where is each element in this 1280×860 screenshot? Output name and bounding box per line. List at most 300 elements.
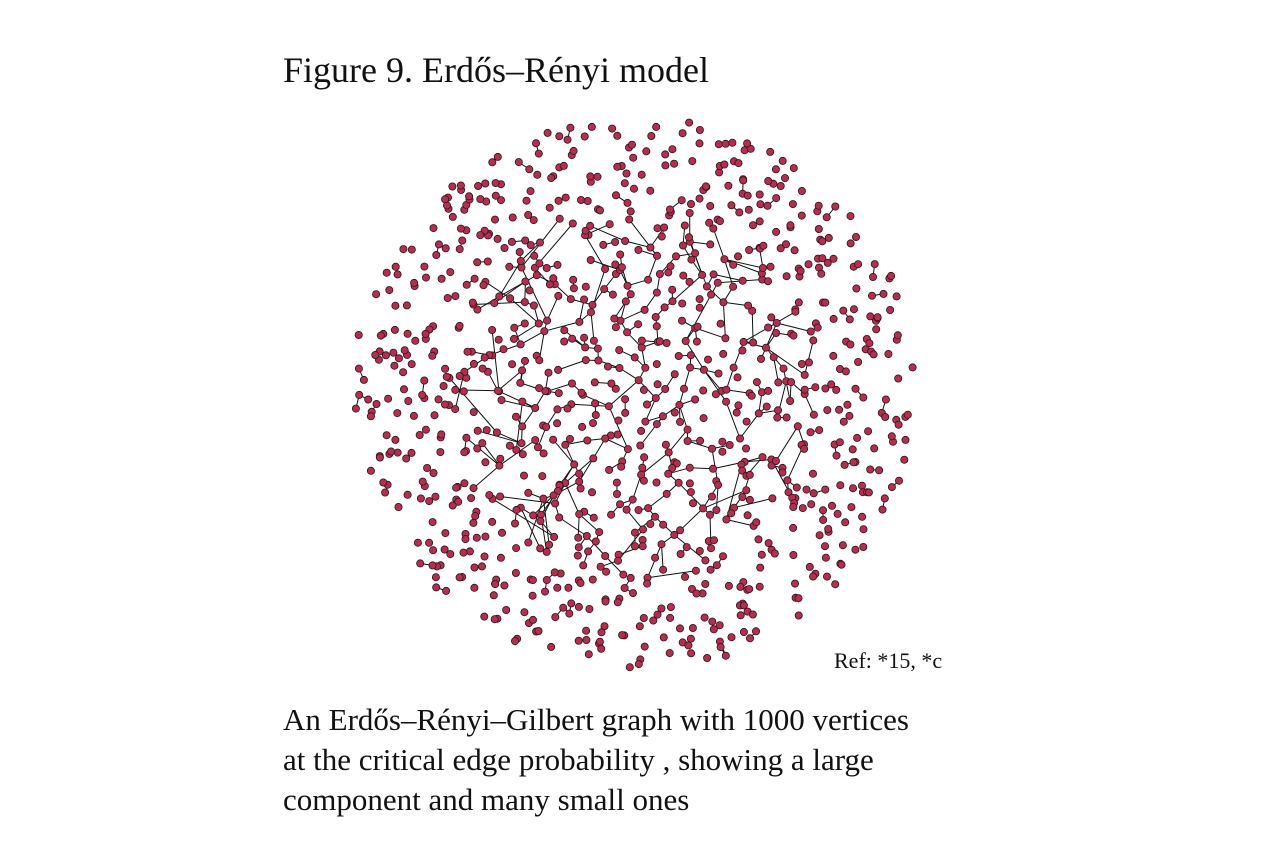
graph-vertex xyxy=(373,291,380,298)
graph-vertex xyxy=(699,271,706,278)
graph-vertex xyxy=(696,547,703,554)
graph-vertex xyxy=(708,445,715,452)
graph-vertex xyxy=(768,314,775,321)
graph-vertex xyxy=(536,260,543,267)
graph-vertex xyxy=(680,272,687,279)
graph-vertex xyxy=(529,616,536,623)
graph-vertex xyxy=(663,339,670,346)
graph-vertex xyxy=(612,261,619,268)
graph-vertex xyxy=(734,374,741,381)
graph-vertex xyxy=(491,216,498,223)
graph-edge xyxy=(579,458,593,481)
graph-vertex xyxy=(426,498,433,505)
graph-vertex xyxy=(419,391,426,398)
graph-vertex xyxy=(404,491,411,498)
graph-edge xyxy=(740,413,759,438)
figure-caption xyxy=(283,700,1003,820)
graph-vertex xyxy=(740,338,747,345)
graph-vertex xyxy=(615,417,622,424)
graph-vertex xyxy=(893,293,900,300)
graph-vertex xyxy=(647,187,654,194)
graph-vertex xyxy=(850,306,857,313)
graph-vertex xyxy=(722,140,729,147)
graph-vertex xyxy=(395,503,402,510)
graph-vertex xyxy=(382,352,389,359)
graph-vertex xyxy=(743,487,750,494)
graph-vertex xyxy=(592,400,599,407)
graph-vertex xyxy=(842,519,849,526)
graph-vertex xyxy=(616,501,623,508)
graph-vertex xyxy=(589,301,596,308)
graph-vertex xyxy=(612,238,619,245)
graph-vertex xyxy=(614,163,621,170)
graph-vertex xyxy=(765,324,772,331)
graph-vertex xyxy=(882,396,889,403)
graph-vertex xyxy=(713,562,720,569)
graph-vertex xyxy=(687,352,694,359)
graph-vertex xyxy=(529,592,536,599)
graph-vertex xyxy=(521,320,528,327)
graph-vertex xyxy=(656,270,663,277)
graph-vertex xyxy=(642,364,649,371)
graph-vertex xyxy=(825,234,832,241)
graph-vertex xyxy=(605,403,612,410)
graph-vertex xyxy=(421,377,428,384)
graph-vertex xyxy=(570,285,577,292)
graph-vertex xyxy=(576,318,583,325)
graph-vertex xyxy=(561,338,568,345)
graph-vertex xyxy=(635,246,642,253)
graph-vertex xyxy=(511,520,518,527)
graph-vertex xyxy=(411,279,418,286)
graph-vertex xyxy=(745,206,752,213)
graph-vertex xyxy=(852,233,859,240)
graph-vertex xyxy=(638,344,645,351)
graph-vertex xyxy=(686,464,693,471)
graph-vertex xyxy=(430,469,437,476)
graph-vertex xyxy=(709,465,716,472)
graph-vertex xyxy=(613,479,620,486)
graph-vertex xyxy=(685,234,692,241)
graph-vertex xyxy=(860,526,867,533)
graph-vertex xyxy=(386,287,393,294)
graph-vertex xyxy=(430,547,437,554)
graph-vertex xyxy=(373,400,380,407)
graph-vertex xyxy=(592,538,599,545)
graph-vertex xyxy=(456,574,463,581)
graph-vertex xyxy=(687,200,694,207)
graph-vertex xyxy=(739,493,746,500)
graph-vertex xyxy=(513,545,520,552)
graph-edge xyxy=(726,520,753,526)
graph-vertex xyxy=(461,449,468,456)
graph-vertex xyxy=(568,380,575,387)
graph-vertex xyxy=(676,625,683,632)
graph-vertex xyxy=(822,299,829,306)
graph-vertex xyxy=(570,147,577,154)
graph-vertex xyxy=(728,202,735,209)
graph-vertex xyxy=(810,573,817,580)
graph-vertex xyxy=(468,495,475,502)
graph-vertex xyxy=(400,386,407,393)
graph-vertex xyxy=(723,398,730,405)
graph-vertex xyxy=(700,387,707,394)
graph-vertex xyxy=(543,264,550,271)
graph-vertex xyxy=(477,232,484,239)
caption-line: at the critical edge probability , showing a large xyxy=(283,742,874,777)
graph-vertex xyxy=(586,605,593,612)
graph-vertex xyxy=(545,369,552,376)
graph-vertex xyxy=(842,368,849,375)
graph-vertex xyxy=(708,291,715,298)
graph-edge xyxy=(713,229,724,260)
graph-vertex xyxy=(730,261,737,268)
graph-vertex xyxy=(814,324,821,331)
graph-vertex xyxy=(478,563,485,570)
graph-vertex xyxy=(449,213,456,220)
graph-vertex xyxy=(729,139,736,146)
graph-vertex xyxy=(561,327,568,334)
graph-vertex xyxy=(702,580,709,587)
graph-vertex xyxy=(773,195,780,202)
graph-vertex xyxy=(833,386,840,393)
graph-vertex xyxy=(770,354,777,361)
graph-vertex xyxy=(849,485,856,492)
graph-vertex xyxy=(422,426,429,433)
graph-vertex xyxy=(739,347,746,354)
graph-vertex xyxy=(779,157,786,164)
graph-vertex xyxy=(421,263,428,270)
graph-vertex xyxy=(661,224,668,231)
graph-vertex xyxy=(653,421,660,428)
graph-vertex xyxy=(567,124,574,131)
graph-vertex xyxy=(681,573,688,580)
graph-vertex xyxy=(904,411,911,418)
graph-vertex xyxy=(550,275,557,282)
graph-vertex xyxy=(807,328,814,335)
graph-vertex xyxy=(772,166,779,173)
graph-vertex xyxy=(819,255,826,262)
graph-vertex xyxy=(587,309,594,316)
graph-vertex xyxy=(723,386,730,393)
graph-vertex xyxy=(452,293,459,300)
graph-vertex xyxy=(815,225,822,232)
graph-vertex xyxy=(852,385,859,392)
graph-vertex xyxy=(820,516,827,523)
graph-vertex xyxy=(525,539,532,546)
graph-vertex xyxy=(546,204,553,211)
graph-vertex xyxy=(517,379,524,386)
graph-vertex xyxy=(583,532,590,539)
graph-vertex xyxy=(519,398,526,405)
graph-vertex xyxy=(793,484,800,491)
graph-vertex xyxy=(555,366,562,373)
graph-vertex xyxy=(382,489,389,496)
graph-vertex xyxy=(614,132,621,139)
graph-vertex xyxy=(643,148,650,155)
graph-vertex xyxy=(736,209,743,216)
graph-vertex xyxy=(511,324,518,331)
graph-vertex xyxy=(602,552,609,559)
graph-vertex xyxy=(742,445,749,452)
graph-vertex xyxy=(870,351,877,358)
graph-vertex xyxy=(594,345,601,352)
graph-vertex xyxy=(667,614,674,621)
graph-vertex xyxy=(474,427,481,434)
graph-vertex xyxy=(582,283,589,290)
graph-vertex xyxy=(456,246,463,253)
graph-vertex xyxy=(391,362,398,369)
graph-vertex xyxy=(377,332,384,339)
graph-vertex xyxy=(592,411,599,418)
graph-vertex xyxy=(744,140,751,147)
graph-vertex xyxy=(612,324,619,331)
graph-vertex xyxy=(556,215,563,222)
graph-vertex xyxy=(653,289,660,296)
graph-vertex xyxy=(825,525,832,532)
graph-vertex xyxy=(470,409,477,416)
graph-vertex xyxy=(631,543,638,550)
graph-vertex xyxy=(638,337,645,344)
graph-vertex xyxy=(582,357,589,364)
graph-vertex xyxy=(790,503,797,510)
graph-vertex xyxy=(521,299,528,306)
graph-vertex xyxy=(752,628,759,635)
graph-vertex xyxy=(730,364,737,371)
graph-vertex xyxy=(581,296,588,303)
graph-vertex xyxy=(355,331,362,338)
graph-vertex xyxy=(728,510,735,517)
graph-vertex xyxy=(803,486,810,493)
graph-vertex xyxy=(798,187,805,194)
graph-vertex xyxy=(740,628,747,635)
graph-vertex xyxy=(801,371,808,378)
graph-vertex xyxy=(652,554,659,561)
graph-vertex xyxy=(550,492,557,499)
graph-vertex xyxy=(588,123,595,130)
graph-vertex xyxy=(551,533,558,540)
graph-vertex xyxy=(584,197,591,204)
graph-vertex xyxy=(696,296,703,303)
graph-vertex xyxy=(819,238,826,245)
graph-vertex xyxy=(482,533,489,540)
graph-vertex xyxy=(388,448,395,455)
graph-vertex xyxy=(858,482,865,489)
graph-vertex xyxy=(517,341,524,348)
graph-vertex xyxy=(555,197,562,204)
graph-vertex xyxy=(697,437,704,444)
graph-vertex xyxy=(902,436,909,443)
graph-vertex xyxy=(367,467,374,474)
graph-vertex xyxy=(719,438,726,445)
graph-vertex xyxy=(669,298,676,305)
graph-vertex xyxy=(629,590,636,597)
graph-vertex xyxy=(394,449,401,456)
graph-vertex xyxy=(849,446,856,453)
graph-vertex xyxy=(855,261,862,268)
graph-vertex xyxy=(694,323,701,330)
graph-vertex xyxy=(475,182,482,189)
graph-vertex xyxy=(489,518,496,525)
graph-vertex xyxy=(783,414,790,421)
graph-vertex xyxy=(516,248,523,255)
graph-vertex xyxy=(860,394,867,401)
graph-vertex xyxy=(449,502,456,509)
graph-vertex xyxy=(746,635,753,642)
graph-vertex xyxy=(662,441,669,448)
graph-vertex xyxy=(834,510,841,517)
graph-vertex xyxy=(824,407,831,414)
graph-vertex xyxy=(659,413,666,420)
graph-vertex xyxy=(474,445,481,452)
graph-vertex xyxy=(662,162,669,169)
graph-vertex xyxy=(513,446,520,453)
graph-vertex xyxy=(746,586,753,593)
graph-vertex xyxy=(443,587,450,594)
graph-vertex xyxy=(794,423,801,430)
graph-vertex xyxy=(408,246,415,253)
graph-vertex xyxy=(641,454,648,461)
graph-vertex xyxy=(740,177,747,184)
graph-vertex xyxy=(715,141,722,148)
graph-vertex xyxy=(585,548,592,555)
graph-vertex xyxy=(383,432,390,439)
graph-vertex xyxy=(432,574,439,581)
graph-vertex xyxy=(492,180,499,187)
graph-vertex xyxy=(735,160,742,167)
graph-vertex xyxy=(630,185,637,192)
graph-vertex xyxy=(654,381,661,388)
graph-vertex xyxy=(859,513,866,520)
graph-vertex xyxy=(765,177,772,184)
graph-vertex xyxy=(579,423,586,430)
graph-vertex xyxy=(491,300,498,307)
graph-vertex xyxy=(489,326,496,333)
graph-vertex xyxy=(708,493,715,500)
graph-vertex xyxy=(437,449,444,456)
graph-vertex xyxy=(653,361,660,368)
graph-vertex xyxy=(614,431,621,438)
graph-vertex xyxy=(685,642,692,649)
graph-vertex xyxy=(823,214,830,221)
graph-vertex xyxy=(432,493,439,500)
graph-vertex xyxy=(688,650,695,657)
graph-vertex xyxy=(521,357,528,364)
graph-vertex xyxy=(799,505,806,512)
graph-vertex xyxy=(703,283,710,290)
graph-vertex xyxy=(565,584,572,591)
graph-vertex xyxy=(798,360,805,367)
graph-vertex xyxy=(895,375,902,382)
graph-vertex xyxy=(782,241,789,248)
graph-vertex xyxy=(679,130,686,137)
graph-vertex xyxy=(865,489,872,496)
graph-vertex xyxy=(639,526,646,533)
graph-vertex xyxy=(471,584,478,591)
graph-vertex xyxy=(660,521,667,528)
graph-vertex xyxy=(539,473,546,480)
graph-vertex xyxy=(784,477,791,484)
graph-vertex xyxy=(457,182,464,189)
graph-vertex xyxy=(438,275,445,282)
graph-vertex xyxy=(609,291,616,298)
graph-vertex xyxy=(583,636,590,643)
graph-vertex xyxy=(722,652,729,659)
graph-vertex xyxy=(497,455,504,462)
graph-vertex xyxy=(795,612,802,619)
graph-vertex xyxy=(590,337,597,344)
graph-vertex xyxy=(470,519,477,526)
graph-vertex xyxy=(639,543,646,550)
graph-vertex xyxy=(631,354,638,361)
graph-vertex xyxy=(484,258,491,265)
graph-vertex xyxy=(837,482,844,489)
graph-vertex xyxy=(652,313,659,320)
graph-vertex xyxy=(816,532,823,539)
graph-vertex xyxy=(495,336,502,343)
graph-vertex xyxy=(480,282,487,289)
graph-vertex xyxy=(636,623,643,630)
graph-vertex xyxy=(414,539,421,546)
graph-vertex xyxy=(815,202,822,209)
graph-vertex xyxy=(696,140,703,147)
graph-vertex xyxy=(533,272,540,279)
graph-vertex xyxy=(885,350,892,357)
graph-vertex xyxy=(392,302,399,309)
graph-vertex xyxy=(716,218,723,225)
graph-vertex xyxy=(667,604,674,611)
graph-vertex xyxy=(523,197,530,204)
graph-vertex xyxy=(556,514,563,521)
graph-vertex xyxy=(483,427,490,434)
graph-vertex xyxy=(424,464,431,471)
graph-vertex xyxy=(614,557,621,564)
graph-vertex xyxy=(700,415,707,422)
graph-vertex xyxy=(627,291,634,298)
graph-vertex xyxy=(372,351,379,358)
graph-vertex xyxy=(755,410,762,417)
graph-vertex xyxy=(734,253,741,260)
graph-vertex xyxy=(554,406,561,413)
graph-vertex xyxy=(570,276,577,283)
graph-vertex xyxy=(466,548,473,555)
graph-vertex xyxy=(721,161,728,168)
graph-vertex xyxy=(662,385,669,392)
graph-vertex xyxy=(807,429,814,436)
graph-vertex xyxy=(628,141,635,148)
graph-vertex xyxy=(460,388,467,395)
graph-vertex xyxy=(614,599,621,606)
graph-vertex xyxy=(654,225,661,232)
figure-title: Figure 9. Erdős–Rényi model xyxy=(283,50,709,90)
caption-line: An Erdős–Rényi–Gilbert graph with 1000 vertices xyxy=(283,702,909,737)
graph-vertex xyxy=(404,330,411,337)
graph-vertex xyxy=(717,320,724,327)
graph-vertex xyxy=(562,441,569,448)
graph-vertex xyxy=(546,541,553,548)
graph-vertex xyxy=(709,618,716,625)
graph-vertex xyxy=(759,264,766,271)
graph-vertex xyxy=(394,410,401,417)
graph-vertex xyxy=(627,574,634,581)
graph-vertex xyxy=(551,569,558,576)
graph-vertex xyxy=(624,199,631,206)
graph-vertex xyxy=(560,162,567,169)
graph-vertex xyxy=(715,370,722,377)
graph-vertex xyxy=(783,273,790,280)
graph-vertex xyxy=(643,401,650,408)
graph-vertex xyxy=(767,263,774,270)
